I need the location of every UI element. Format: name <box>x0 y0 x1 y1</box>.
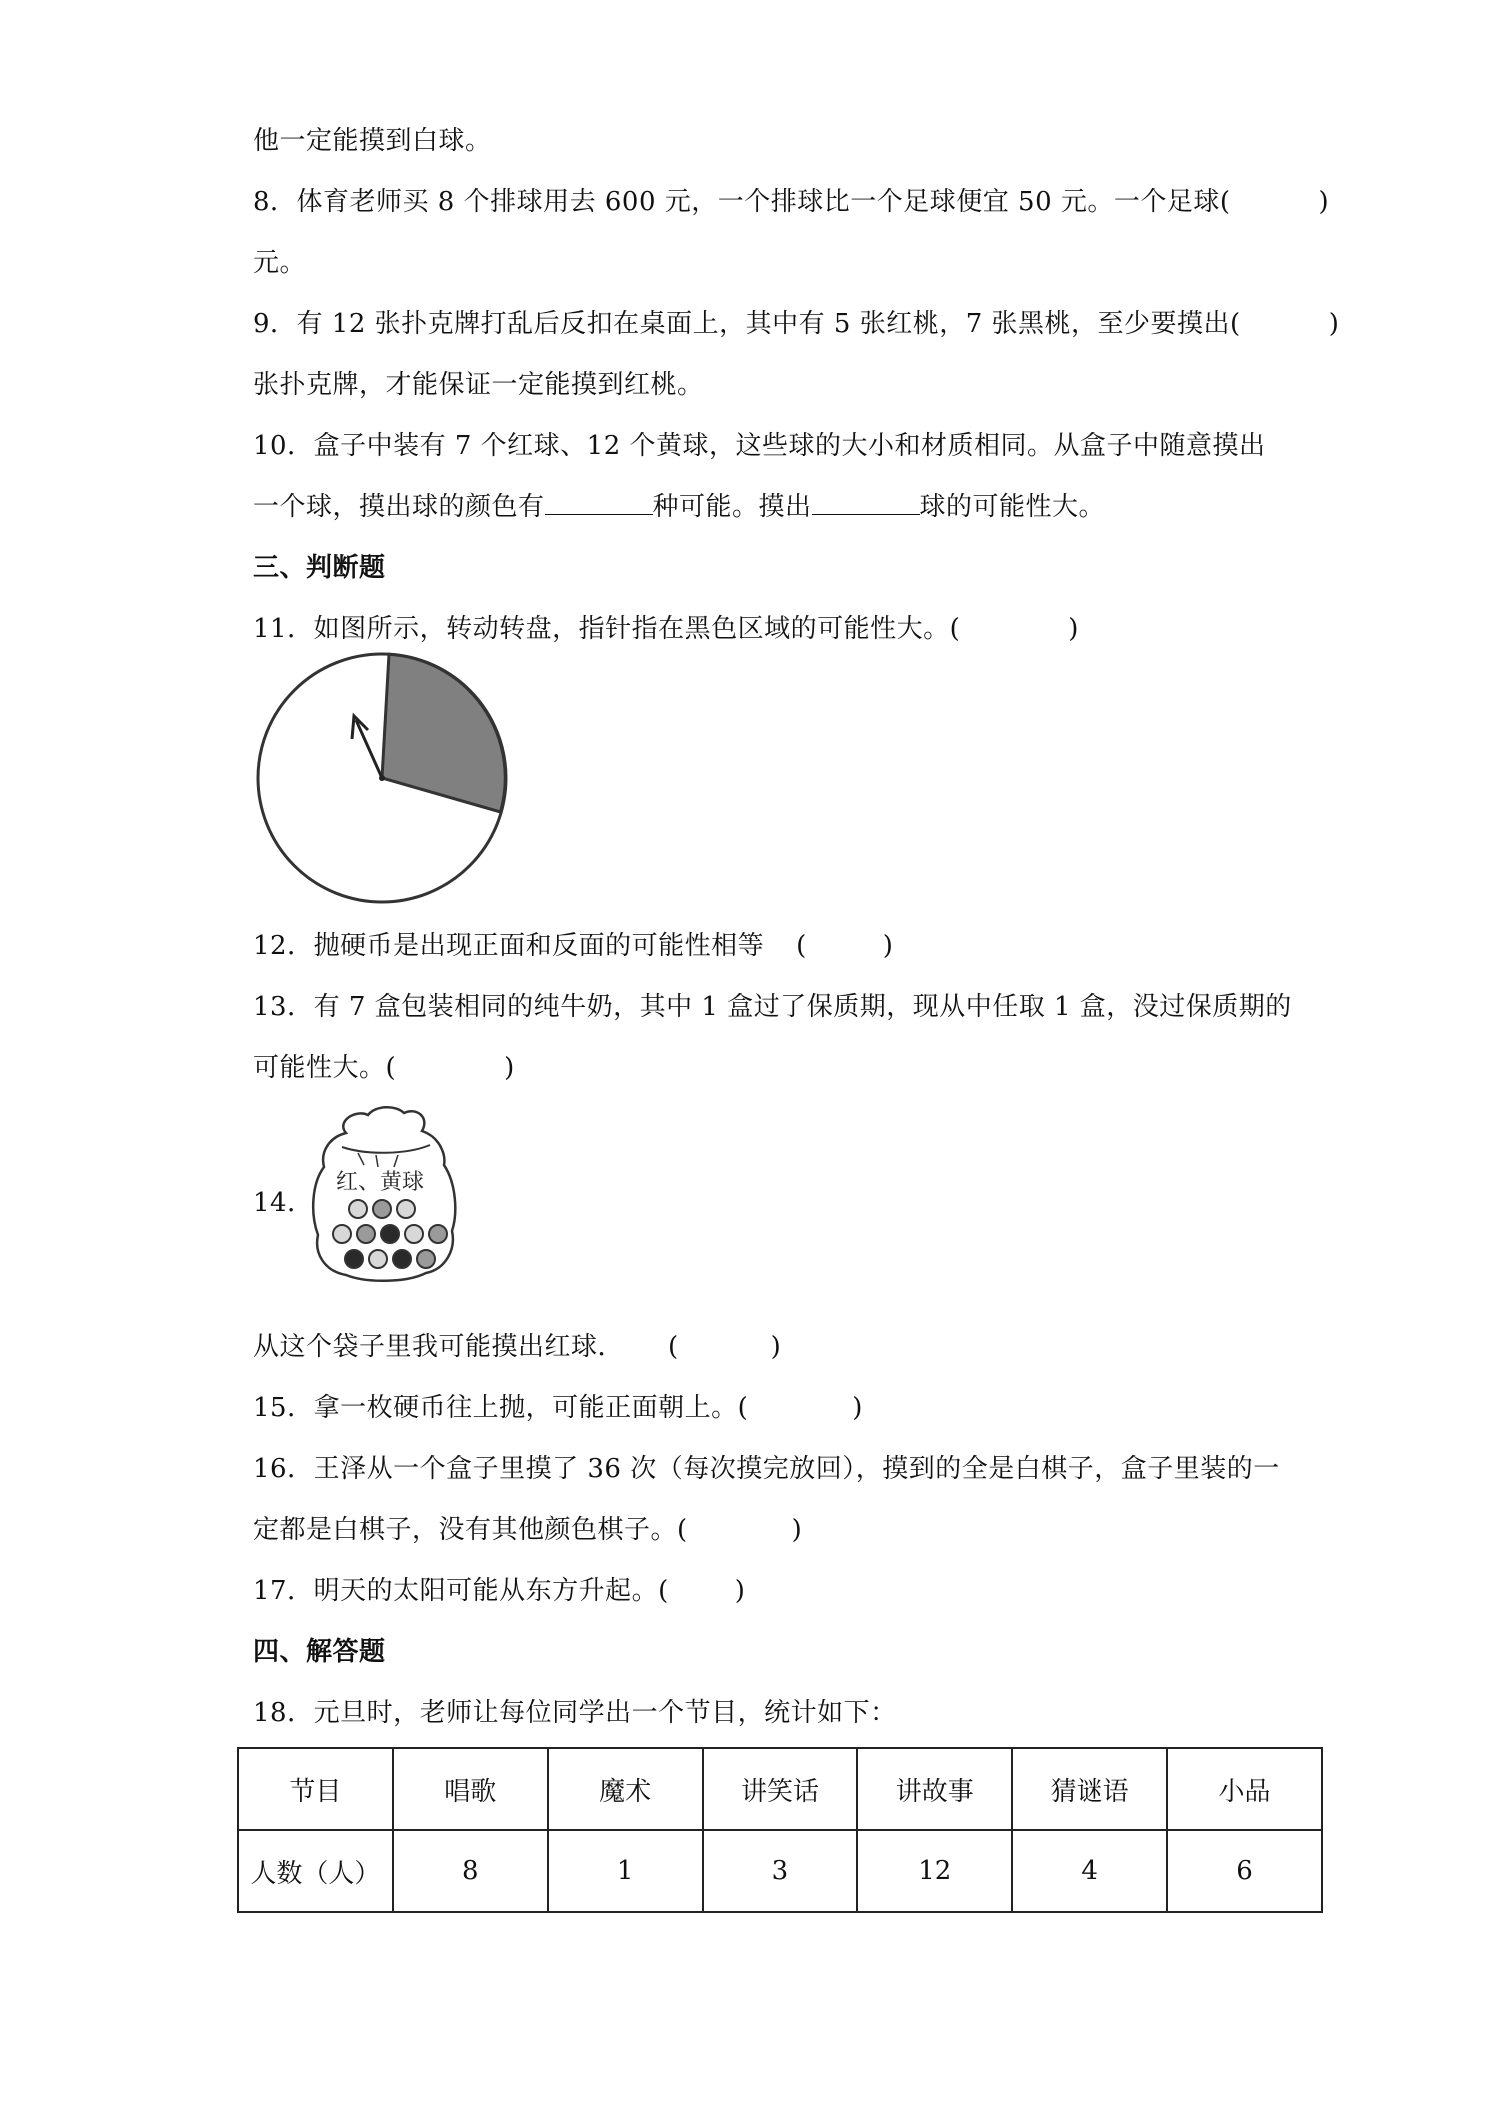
table-header-cell: 魔术 <box>548 1748 703 1830</box>
q10-blank-2[interactable] <box>812 492 920 515</box>
table-row <box>238 1830 1322 1912</box>
table-header-row <box>238 1748 1322 1830</box>
table-cell: 6 <box>1167 1830 1322 1912</box>
q14-paren-close: ) <box>770 1332 782 1362</box>
section-heading-3: 三、判断题 <box>253 553 386 583</box>
q16-paren-close: ) <box>791 1515 803 1545</box>
q14-paren-open: ( <box>668 1332 679 1362</box>
q16-text-b <box>253 1513 802 1547</box>
table-header-cell: 讲笑话 <box>703 1748 858 1830</box>
q8-text-b: 元。 <box>253 248 307 278</box>
table-header-cell: 讲故事 <box>857 1748 1012 1830</box>
ball-light <box>369 1250 387 1268</box>
ball-light <box>397 1200 415 1218</box>
q17-text <box>253 1574 745 1608</box>
program-stats-table <box>237 1747 1323 1913</box>
q9-text-main: 9．有 12 张扑克牌打乱后反扣在桌面上，其中有 5 张红桃，7 张黑桃，至少要摸出( <box>253 309 1241 339</box>
ball-light <box>333 1225 351 1243</box>
ball-dark <box>393 1250 411 1268</box>
q10-text-b3: 球的可能性大。 <box>919 492 1106 522</box>
table-cell: 12 <box>857 1830 1012 1912</box>
q17-text-main: 17．明天的太阳可能从东方升起。( <box>253 1576 669 1606</box>
ball-gray <box>417 1250 435 1268</box>
q11-text <box>253 612 1079 646</box>
ball-bag-illustration <box>306 1103 466 1283</box>
q10-text-a: 10．盒子中装有 7 个红球、12 个黄球，这些球的大小和材质相同。从盒子中随意摸出 <box>253 431 1266 461</box>
table-cell: 8 <box>393 1830 548 1912</box>
table-header-cell: 节目 <box>238 1748 393 1830</box>
table-header-cell: 唱歌 <box>393 1748 548 1830</box>
ball-gray <box>373 1200 391 1218</box>
q16-text-a: 16．王泽从一个盒子里摸了 36 次（每次摸完放回），摸到的全是白棋子，盒子里装的一 <box>253 1454 1280 1484</box>
ball-gray <box>357 1225 375 1243</box>
q15-paren-close: ) <box>852 1393 863 1423</box>
q9-text <box>253 307 1339 341</box>
q13-text-a: 13．有 7 盒包装相同的纯牛奶，其中 1 盒过了保质期，现从中任取 1 盒，没过保质期的 <box>253 992 1292 1022</box>
q10-blank-1[interactable] <box>545 492 653 515</box>
q11-paren-close: ) <box>1068 614 1079 644</box>
q12-text-main: 12．抛硬币是出现正面和反面的可能性相等 <box>253 931 765 961</box>
table-header-cell: 小品 <box>1167 1748 1322 1830</box>
table-header-cell: 猜谜语 <box>1012 1748 1167 1830</box>
q15-text <box>253 1391 863 1425</box>
spinner-diagram <box>254 650 514 910</box>
q8-paren-close: ) <box>1318 187 1330 217</box>
q15-text-main: 15．拿一枚硬币往上抛，可能正面朝上。( <box>253 1393 749 1423</box>
ball-light <box>405 1225 423 1243</box>
q14-text-main: 从这个袋子里我可能摸出红球． <box>253 1332 625 1362</box>
spinner-center-dot <box>379 775 385 781</box>
q12-paren-close: ) <box>882 931 894 961</box>
ball-dark <box>345 1250 363 1268</box>
q17-paren-close: ) <box>734 1576 746 1606</box>
q16-text-main: 定都是白棋子，没有其他颜色棋子。( <box>253 1515 688 1545</box>
q13-text-b <box>253 1051 515 1085</box>
q10-text-b1: 一个球，摸出球的颜色有 <box>253 492 545 522</box>
q8-text <box>253 185 1329 219</box>
table-cell: 3 <box>703 1830 858 1912</box>
q11-text-main: 11．如图所示，转动转盘，指针指在黑色区域的可能性大。( <box>253 614 961 644</box>
q12-paren-open: ( <box>796 931 807 961</box>
q14-number: 14． <box>253 1188 314 1218</box>
q7-tail: 他一定能摸到白球。 <box>253 126 492 156</box>
ball-light <box>349 1200 367 1218</box>
q12-text <box>253 929 893 963</box>
q13-text-main: 可能性大。( <box>253 1053 397 1083</box>
table-cell: 人数（人） <box>238 1830 393 1912</box>
table-cell: 1 <box>548 1830 703 1912</box>
ball-gray <box>429 1225 447 1243</box>
q13-paren-close: ) <box>504 1053 515 1083</box>
q10-text-b2: 种可能。摸出 <box>652 492 812 522</box>
q14-text <box>253 1330 781 1364</box>
bag-label: 红、黄球 <box>336 1170 425 1195</box>
section-heading-4: 四、解答题 <box>253 1637 386 1667</box>
q8-text-main: 8．体育老师买 8 个排球用去 600 元，一个排球比一个足球便宜 50 元。一个足球( <box>253 187 1231 217</box>
q10-text-b <box>253 490 1105 524</box>
table-cell: 4 <box>1012 1830 1167 1912</box>
q9-paren-close: ) <box>1328 309 1340 339</box>
q9-text-b: 张扑克牌，才能保证一定能摸到红桃。 <box>253 370 704 400</box>
q18-text: 18．元旦时，老师让每位同学出一个节目，统计如下： <box>253 1698 897 1728</box>
ball-dark <box>381 1225 399 1243</box>
